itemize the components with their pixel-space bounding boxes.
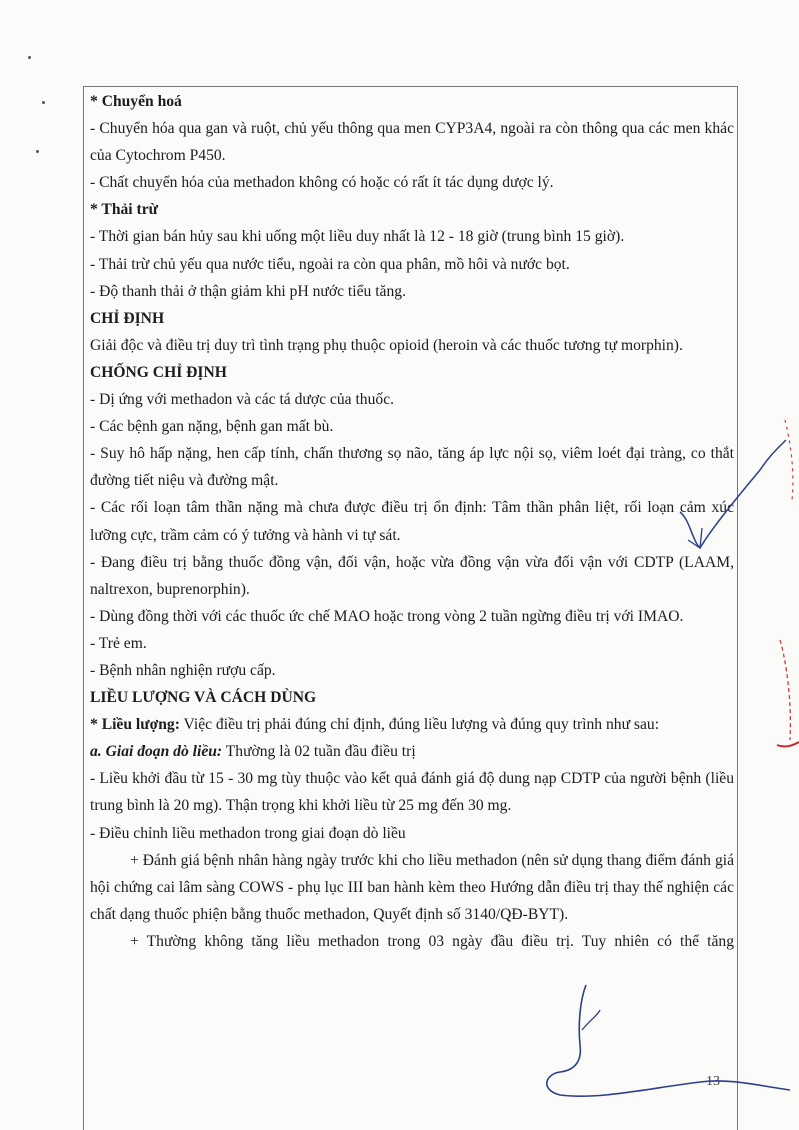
list-item: - Đang điều trị bằng thuốc đồng vận, đối vận, hoặc vừa đồng vận vừa đối vận với CDTP (LAAM, naltrexon, buprenorphin).: [90, 553, 734, 598]
paragraph: - Chất chuyển hóa của methadon không có hoặc có rất ít tác dụng dược lý.: [90, 174, 554, 192]
scan-speck: [36, 150, 39, 153]
section-heading-indications: CHỈ ĐỊNH: [90, 309, 165, 327]
section-heading-excretion: * Thải trừ: [90, 201, 158, 219]
paragraph: + Đánh giá bệnh nhân hàng ngày trước khi cho liều methadon (nên sử dụng thang điểm đánh giá hội chứng cai lâm sàng COWS - phụ lục III ban hành kèm theo Hướng dẫn điều trị thay thế nghiện các chất dạng thuốc phiện bằng thuốc methadon, Quyết định số 3140/QĐ-BYT).: [90, 851, 734, 923]
paragraph: - Thải trừ chủ yếu qua nước tiểu, ngoài ra còn qua phân, mồ hôi và nước bọt.: [90, 255, 570, 273]
list-item: - Suy hô hấp nặng, hen cấp tính, chấn thương sọ não, tăng áp lực nội sọ, viêm loét đại tràng, co thắt đường tiết niệu và đường mật.: [90, 445, 734, 490]
phase-text: Thường là 02 tuần đầu điều trị: [222, 743, 416, 761]
list-item: - Các bệnh gan nặng, bệnh gan mất bù.: [90, 418, 334, 436]
paragraph: - Độ thanh thải ở thận giảm khi pH nước tiểu tăng.: [90, 282, 406, 300]
dose-label: * Liều lượng:: [90, 716, 180, 734]
phase-label: a. Giai đoạn dò liều:: [90, 743, 223, 761]
list-item: - Dùng đồng thời với các thuốc ức chế MAO hoặc trong vòng 2 tuần ngừng điều trị với IMAO.: [90, 607, 684, 625]
paragraph: + Thường không tăng liều methadon trong 03 ngày đầu điều trị. Tuy nhiên có thể tăng: [130, 932, 734, 950]
paragraph: - Liều khởi đầu từ 15 - 30 mg tùy thuộc vào kết quả đánh giá độ dung nạp CDTP của người bệnh (liều trung bình là 20 mg). Thận trọng khi khởi liều từ 25 mg đến 30 mg.: [90, 770, 734, 815]
list-item: - Dị ứng với methadon và các tá dược của thuốc.: [90, 391, 395, 409]
dose-text: Việc điều trị phải đúng chỉ định, đúng liều lượng và đúng quy trình như sau:: [179, 716, 660, 734]
section-heading-metabolism: * Chuyển hoá: [90, 93, 182, 110]
paragraph: [90, 738, 734, 765]
document-body: [90, 88, 734, 955]
list-item: - Trẻ em.: [90, 634, 147, 652]
paragraph: [90, 711, 734, 738]
scan-speck: [42, 101, 45, 104]
paragraph: - Điều chỉnh liều methadon trong giai đoạn dò liều: [90, 824, 406, 842]
paragraph: - Thời gian bán hủy sau khi uống một liều duy nhất là 12 - 18 giờ (trung bình 15 giờ).: [90, 228, 625, 246]
page-number: 13: [706, 1074, 720, 1089]
paragraph: Giải độc và điều trị duy trì tình trạng phụ thuộc opioid (heroin và các thuốc tương tự morphin).: [90, 336, 683, 354]
list-item: - Các rối loạn tâm thần nặng mà chưa được điều trị ổn định: Tâm thần phân liệt, rối loạn cảm xúc lưỡng cực, trầm cảm có ý tưởng và hành vi tự sát.: [90, 499, 734, 544]
paragraph: - Chuyển hóa qua gan và ruột, chủ yếu thông qua men CYP3A4, ngoài ra còn thông qua các men khác của Cytochrom P450.: [90, 120, 734, 165]
section-heading-dosage: LIỀU LƯỢNG VÀ CÁCH DÙNG: [90, 689, 317, 707]
scan-speck: [28, 56, 31, 59]
section-heading-contraindications: CHỐNG CHỈ ĐỊNH: [90, 363, 227, 381]
list-item: - Bệnh nhân nghiện rượu cấp.: [90, 661, 276, 679]
